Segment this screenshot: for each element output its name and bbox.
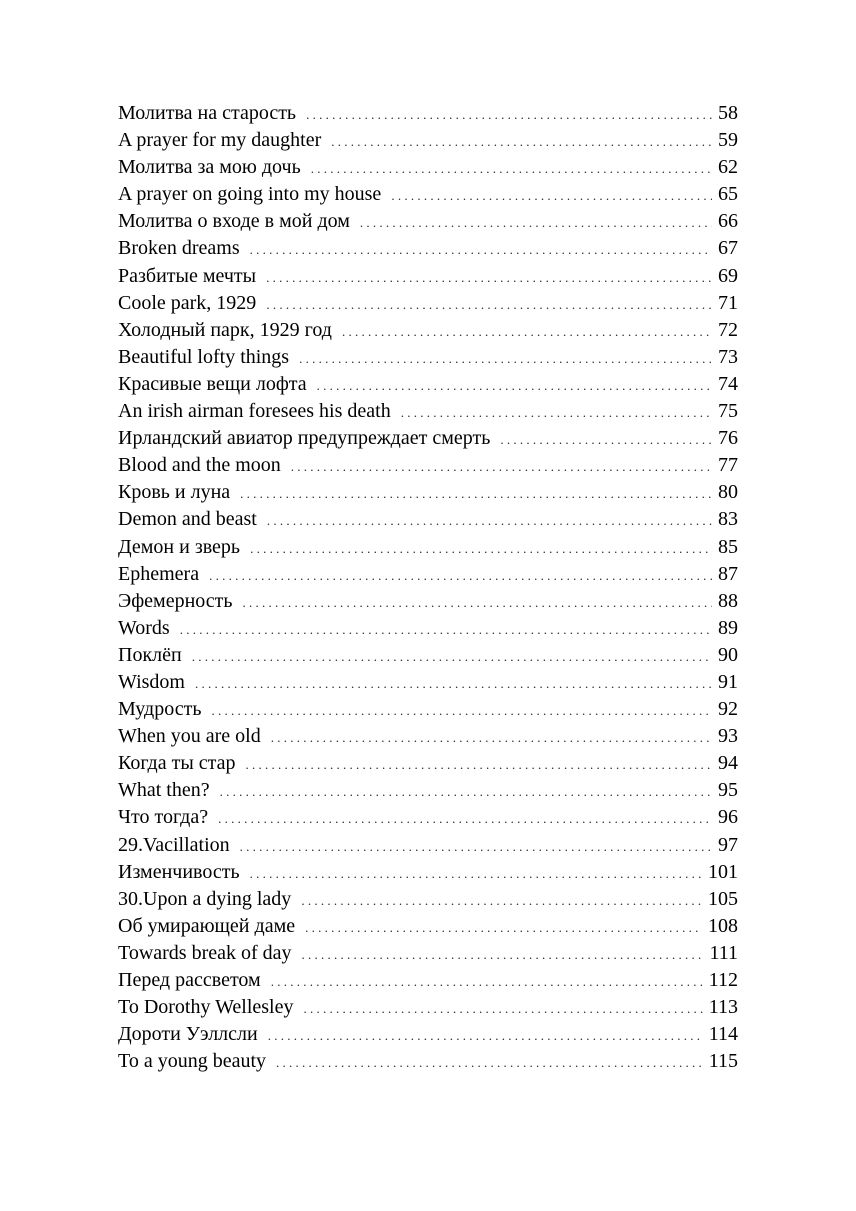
toc-entry — [118, 479, 738, 506]
dot-leader — [391, 182, 712, 209]
toc-entry-page-number: 76 — [718, 427, 738, 450]
toc-entry-title: Demon and beast — [118, 508, 257, 531]
dot-leader — [276, 1049, 703, 1076]
toc-entry-page-number: 91 — [718, 670, 738, 693]
toc-entry-page-number: 108 — [708, 914, 738, 937]
toc-entry-title: Broken dreams — [118, 237, 240, 260]
toc-entry-page-number: 113 — [708, 996, 738, 1019]
toc-entry-page-number: 101 — [708, 860, 738, 883]
toc-entry-title: Демон и зверь — [118, 535, 241, 558]
toc-entry-page-number: 94 — [718, 752, 738, 775]
toc-entry — [118, 534, 738, 561]
toc-entry-title: 30.Upon a dying lady — [118, 887, 292, 910]
toc-entry — [118, 317, 738, 344]
toc-entry — [118, 723, 738, 750]
dot-leader — [401, 399, 712, 426]
toc-entry-title: Поклёп — [118, 643, 182, 666]
dot-leader — [266, 291, 712, 318]
toc-entry-title: To a young beauty — [118, 1050, 267, 1073]
toc-entry-title: Wisdom — [118, 670, 185, 693]
toc-entry — [118, 669, 738, 696]
dot-leader — [266, 264, 712, 291]
toc-entry-title: What then? — [118, 779, 210, 802]
toc-entry-title: Разбитые мечты — [118, 264, 257, 287]
toc-entry-page-number: 62 — [718, 156, 738, 179]
dot-leader — [305, 914, 702, 941]
toc-entry-title: Что тогда? — [118, 806, 209, 829]
dot-leader — [311, 155, 712, 182]
toc-entry — [118, 750, 738, 777]
toc-entry — [118, 208, 738, 235]
toc-entry-title: Изменчивость — [118, 860, 240, 883]
toc-entry-title: Towards break of day — [118, 941, 292, 964]
toc-entry-title: 29.Vacillation — [118, 833, 230, 856]
dot-leader — [195, 670, 712, 697]
dot-leader — [342, 318, 712, 345]
dot-leader — [271, 724, 712, 751]
dot-leader — [250, 535, 712, 562]
toc-entry — [118, 696, 738, 723]
toc-entry-page-number: 87 — [718, 562, 738, 585]
toc-entry-page-number: 111 — [709, 941, 738, 964]
toc-entry-title: Эфемерность — [118, 589, 233, 612]
dot-leader — [240, 833, 712, 860]
toc-entry — [118, 615, 738, 642]
dot-leader — [211, 697, 712, 724]
toc-entry — [118, 344, 738, 371]
toc-entry — [118, 561, 738, 588]
toc-entry-page-number: 71 — [718, 291, 738, 314]
toc-entry — [118, 235, 738, 262]
toc-entry — [118, 913, 738, 940]
toc-entry-title: Молитва о входе в мой дом — [118, 210, 350, 233]
dot-leader — [360, 209, 712, 236]
toc-entry-page-number: 92 — [718, 698, 738, 721]
toc-entry — [118, 506, 738, 533]
toc-entry-title: Перед рассветом — [118, 969, 261, 991]
toc-entry-title: Words — [118, 616, 170, 639]
dot-leader — [218, 805, 712, 832]
dot-leader — [220, 778, 712, 805]
toc-entry-title: Молитва на старость — [118, 102, 297, 124]
toc-entry-page-number: 93 — [718, 725, 738, 748]
toc-entry — [118, 371, 738, 398]
toc-entry-title: An irish airman foresees his death — [118, 400, 391, 423]
dot-leader — [180, 616, 712, 643]
toc-entry — [118, 398, 738, 425]
dot-leader — [331, 128, 712, 155]
toc-entry-title: When you are old — [118, 725, 261, 748]
toc-entry-page-number: 58 — [718, 102, 738, 124]
toc-entry-title: Молитва за мою дочь — [118, 156, 301, 179]
toc-entry — [118, 290, 738, 317]
dot-leader — [267, 507, 712, 534]
dot-leader — [209, 562, 712, 589]
toc-entry-page-number: 66 — [718, 210, 738, 233]
dot-leader — [192, 643, 712, 670]
toc-entry-title: Красивые вещи лофта — [118, 372, 307, 395]
toc-entry — [118, 1048, 738, 1075]
toc-entry-title: Мудрость — [118, 698, 202, 721]
toc-entry-page-number: 105 — [708, 887, 738, 910]
toc-entry — [118, 181, 738, 208]
toc-entry-page-number: 80 — [718, 481, 738, 504]
toc-entry — [118, 100, 738, 127]
toc-entry-title: Когда ты стар — [118, 752, 236, 775]
toc-entry-page-number: 96 — [718, 806, 738, 829]
toc-entry — [118, 777, 738, 804]
toc-entry-title: Холодный парк, 1929 год — [118, 318, 332, 341]
toc-entry — [118, 832, 738, 859]
toc-entry-title: To Dorothy Wellesley — [118, 996, 294, 1019]
toc-entry-page-number: 75 — [718, 400, 738, 423]
toc-entry-page-number: 77 — [718, 454, 738, 477]
toc-entry-page-number: 97 — [718, 833, 738, 856]
dot-leader — [271, 968, 703, 995]
toc-entry — [118, 994, 738, 1021]
toc-entry-title: Blood and the moon — [118, 454, 281, 477]
toc-entry-page-number: 114 — [708, 1023, 738, 1046]
dot-leader — [240, 480, 712, 507]
toc-entry-title: Beautiful lofty things — [118, 345, 290, 368]
toc-entry-page-number: 88 — [718, 589, 738, 612]
toc-entry — [118, 642, 738, 669]
dot-leader — [299, 345, 712, 372]
toc-entry-page-number: 72 — [718, 318, 738, 341]
toc-entry-page-number: 90 — [718, 643, 738, 666]
dot-leader — [246, 751, 712, 778]
dot-leader — [291, 453, 712, 480]
toc-entry — [118, 452, 738, 479]
dot-leader — [306, 101, 712, 128]
toc-entry-page-number: 83 — [718, 508, 738, 531]
toc-entry-page-number: 65 — [718, 183, 738, 206]
toc-entry-title: Ephemera — [118, 562, 200, 585]
dot-leader — [301, 887, 702, 914]
toc-entry — [118, 588, 738, 615]
toc-entry-title: Дороти Уэллсли — [118, 1023, 258, 1046]
toc-entry — [118, 1021, 738, 1048]
toc-entry — [118, 859, 738, 886]
dot-leader — [268, 1022, 703, 1049]
toc-entry-title: A prayer on going into my house — [118, 183, 382, 206]
dot-leader — [250, 236, 712, 263]
toc-entry-title: A prayer for my daughter — [118, 129, 322, 152]
toc-entry-page-number: 59 — [718, 129, 738, 152]
toc-entry-page-number: 67 — [718, 237, 738, 260]
toc-entry-page-number: 89 — [718, 616, 738, 639]
toc-entry-title: Кровь и луна — [118, 481, 231, 504]
toc-entry-title: Ирландский авиатор предупреждает смерть — [118, 427, 491, 450]
dot-leader — [250, 860, 702, 887]
toc-entry-page-number: 73 — [718, 345, 738, 368]
toc-entry-page-number: 115 — [708, 1050, 738, 1073]
dot-leader — [243, 589, 712, 616]
toc-entry — [118, 425, 738, 452]
dot-leader — [317, 372, 712, 399]
toc-entry — [118, 967, 738, 994]
toc-entry-page-number: 69 — [718, 264, 738, 287]
toc-entry-page-number: 85 — [718, 535, 738, 558]
dot-leader — [302, 941, 704, 968]
toc-entry-title: Об умирающей даме — [118, 914, 296, 937]
toc-entry-page-number: 74 — [718, 372, 738, 395]
toc-entry-title: Coole park, 1929 — [118, 291, 257, 314]
toc-entry — [118, 154, 738, 181]
toc-entry-page-number: 95 — [718, 779, 738, 802]
toc-entry — [118, 940, 738, 967]
toc-entry — [118, 263, 738, 290]
toc-entry-page-number: 112 — [708, 969, 738, 991]
dot-leader — [500, 426, 712, 453]
toc-entry — [118, 127, 738, 154]
dot-leader — [303, 995, 702, 1022]
toc-entry — [118, 804, 738, 831]
toc-entry — [118, 886, 738, 913]
table-of-contents — [118, 100, 738, 1075]
